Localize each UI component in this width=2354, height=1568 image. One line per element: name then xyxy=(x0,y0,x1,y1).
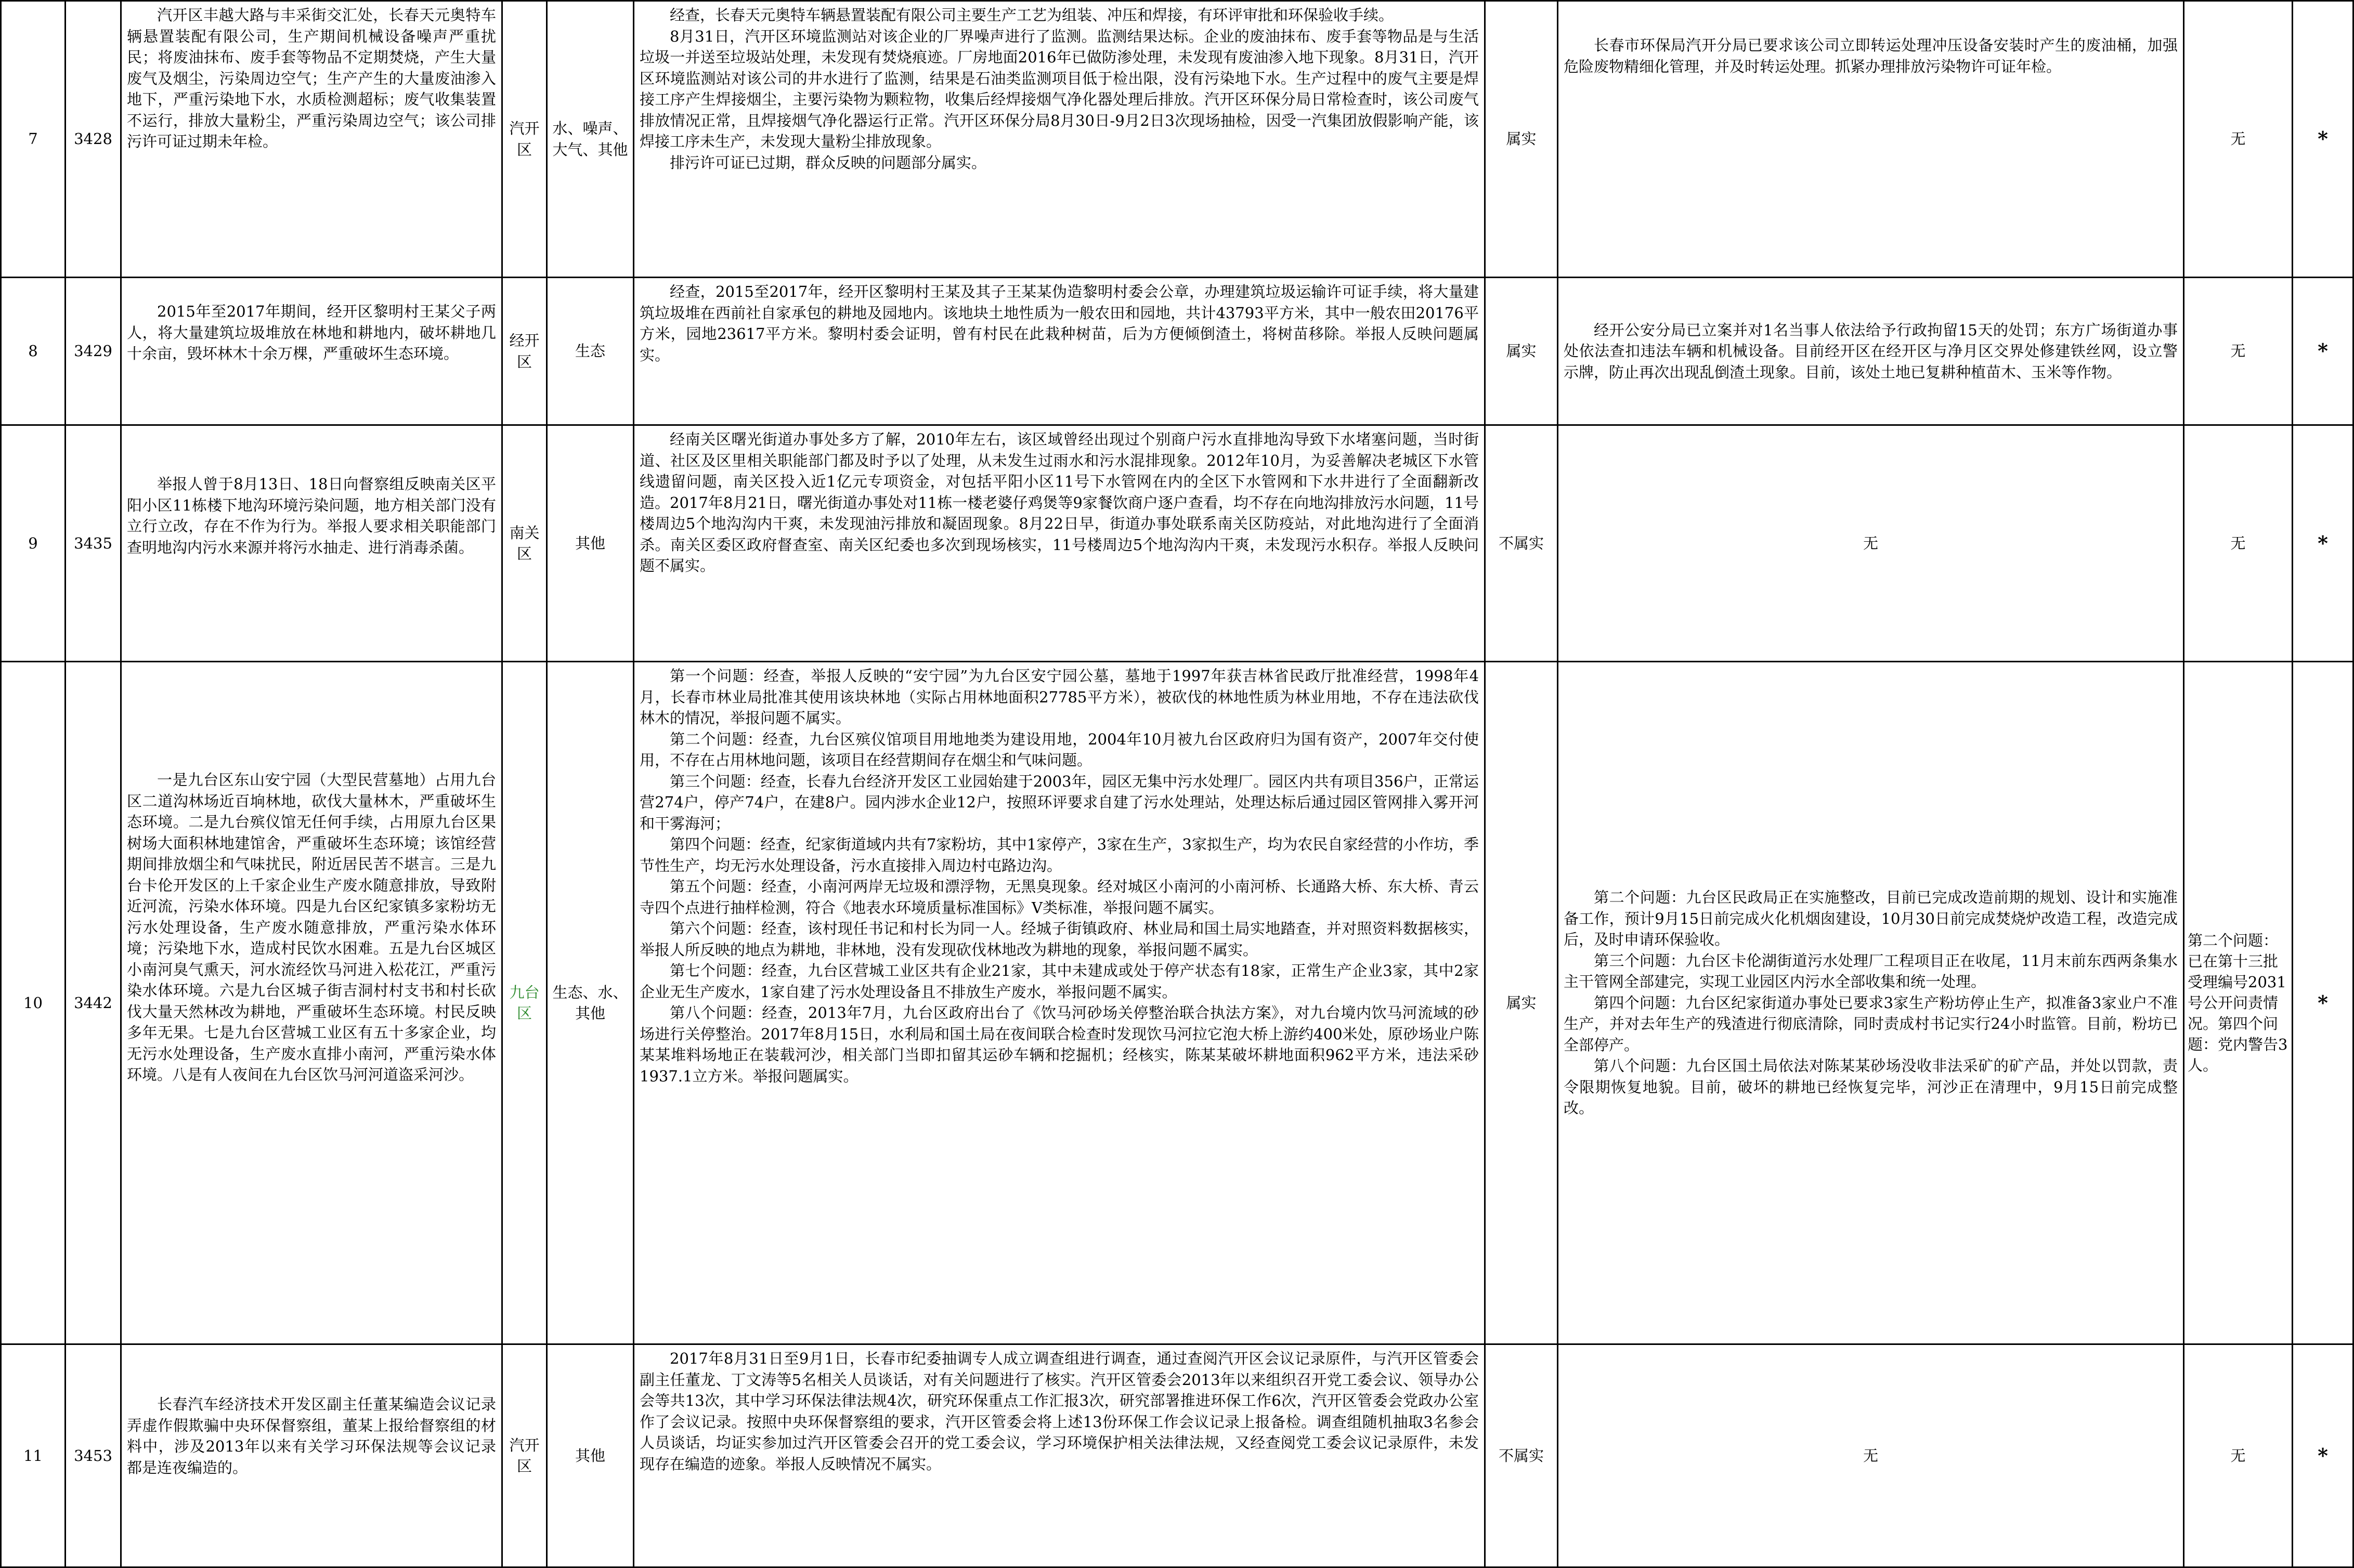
table-row xyxy=(1,425,2353,662)
findings-paragraph: 第七个问题：经查，九台区营城工业区共有企业21家，其中未建成或处于停产状态有18家，正常生产企业3家，其中2家企业无生产废水，1家自建了污水处理设备且不排放生产废水，举报问题不属实。 xyxy=(640,962,1479,1001)
findings-paragraph: 经查，2015至2017年，经开区黎明村王某及其子王某某伪造黎明村委会公章，办理建筑垃圾运输许可证手续，将大量建筑垃圾堆在西前社自家承包的耕地及园地内。该地块土地性质为一般农田和园地，共计43793平方米，其中一般农田20176平方米，园地23617平方米。黎明村委会证明，曾有村民在此栽种树苗，后为方便倾倒渣土，将树苗移除。举报人反映问题属实。 xyxy=(640,283,1479,364)
findings-paragraph: 第八个问题：经查，2013年7月，九台区政府出台了《饮马河砂场关停整治联合执法方案》，对九台境内饮马河流域的砂场进行关停整治。2017年8月15日，水利局和国土局在夜间联合检查时发现饮马河拉它泡大桥上游约400米处，原砂场业户陈某某堆料场地正在装载河沙，相关部门当即扣留其运砂车辆和挖掘机；经核实，陈某某破坏耕地面积962平方米，违法采砂1937.1立方米。举报问题属实。 xyxy=(640,1004,1479,1085)
pollution-type-cell: 生态 xyxy=(547,278,634,425)
verdict-cell: 不属实 xyxy=(1485,425,1558,662)
verdict-cell: 不属实 xyxy=(1485,1344,1558,1567)
row-number: 10 xyxy=(1,662,66,1344)
district-cell: 汽开区 xyxy=(502,1344,547,1567)
findings-paragraph: 第二个问题：经查，九台区殡仪馆项目用地地类为建设用地，2004年10月被九台区政府归为国有资产，2007年交付使用，不存在占用林地问题，该项目在经营期间存在烟尘和气味问题。 xyxy=(640,730,1479,769)
mark-cell: * xyxy=(2293,1,2353,278)
findings-cell xyxy=(634,278,1485,425)
findings-cell xyxy=(634,662,1485,1344)
pollution-type-cell: 水、噪声、大气、其他 xyxy=(547,1,634,278)
complaint-cell xyxy=(121,662,502,1344)
complaint-cell xyxy=(121,278,502,425)
pollution-type-cell: 其他 xyxy=(547,1344,634,1567)
mark-cell: * xyxy=(2293,1344,2353,1567)
findings-paragraph: 排污许可证已过期，群众反映的问题部分属实。 xyxy=(670,153,987,172)
district-cell: 汽开区 xyxy=(502,1,547,278)
accountability-cell: 无 xyxy=(2184,278,2293,425)
result-cell: 无 xyxy=(1558,425,2184,662)
verdict-cell: 属实 xyxy=(1485,1,1558,278)
mark-cell: * xyxy=(2293,425,2353,662)
result-paragraph: 第八个问题：九台区国土局依法对陈某某砂场没收非法采矿的矿产品，并处以罚款，责令限期恢复地貌。目前，破坏的耕地已经恢复完毕，河沙正在清理中，9月15日前完成整改。 xyxy=(1564,1057,2178,1117)
mark-cell: * xyxy=(2293,662,2353,1344)
case-id: 3429 xyxy=(66,278,121,425)
findings-paragraph: 第六个问题：经查，该村现任书记和村长为同一人。经城子街镇政府、林业局和国土局实地踏查，并对照资料数据核实，举报人所反映的地点为耕地，非林地，没有发现砍伐林地改为耕地的现象，举报问题不属实。 xyxy=(640,920,1479,959)
complaint-cell xyxy=(121,425,502,662)
verdict-cell: 属实 xyxy=(1485,278,1558,425)
findings-paragraph: 8月31日，汽开区环境监测站对该企业的厂界噪声进行了监测。监测结果达标。企业的废油抹布、废手套等物品是与生活垃圾一并送至垃圾站处理，未发现有焚烧痕迹。厂房地面2016年已做防渗处理，未发现有废油渗入地下现象。8月31日，汽开区环境监测站对该公司的井水进行了监测，结果是石油类监测项目低于检出限，没有污染地下水。生产过程中的废气主要是焊接工序产生焊接烟尘，主要污染物为颗粒物，收集后经焊接烟气净化器处理后排放。汽开区环保分局日常检查时，该公司废气排放情况正常，且焊接烟气净化器运行正常。汽开区环保分局8月30日-9月2日3次现场抽检，因受一汽集团放假影响产能，该焊接工序未生产，未发现大量粉尘排放现象。 xyxy=(640,27,1479,150)
accountability-cell: 无 xyxy=(2184,425,2293,662)
complaint-cell xyxy=(121,1344,502,1567)
row-number: 8 xyxy=(1,278,66,425)
findings-paragraph: 第四个问题：经查，纪家街道域内共有7家粉坊，其中1家停产，3家在生产，3家拟生产，均为农民自家经营的小作坊，季节性生产，均无污水处理设备，污水直接排入周边村屯路边沟。 xyxy=(640,835,1479,874)
verdict-cell: 属实 xyxy=(1485,662,1558,1344)
case-id: 3442 xyxy=(66,662,121,1344)
findings-paragraph: 2017年8月31日至9月1日，长春市纪委抽调专人成立调查组进行调查，通过查阅汽开区会议记录原件，与汽开区管委会副主任董龙、丁文涛等5名相关人员谈话，对有关问题进行了核实。汽开区管委会2013年以来组织召开党工委会议、领导办公会等共13次，其中学习环保法律法规4次，研究环保重点工作汇报3次，研究部署推进环保工作6次，汽开区管委会党政办公室作了会议记录。按照中央环保督察组的要求，汽开区管委会将上述13份环保工作会议记录上报备检。调查组随机抽取3名参会人员谈话，均证实参加过汽开区管委会召开的党工委会议，学习环境保护相关法律法规，又经查阅党工委会议记录原件，未发现存在编造的迹象。举报人反映情况不属实。 xyxy=(640,1350,1479,1473)
row-number: 11 xyxy=(1,1344,66,1567)
table-row xyxy=(1,662,2353,1344)
case-id: 3435 xyxy=(66,425,121,662)
complaint-text: 举报人曾于8月13日、18日向督察组反映南关区平阳小区11栋楼下地沟环境污染问题，地方相关部门没有立行立改，存在不作为行为。举报人要求相关职能部门查明地沟内污水来源并将污水抽走、进行消毒杀菌。 xyxy=(127,475,496,556)
result-cell xyxy=(1558,278,2184,425)
result-paragraph: 第三个问题：九台区卡伦湖街道污水处理厂工程项目正在收尾，11月末前东西两条集水主干管网全部建完，实现工业园区内污水全部收集和统一处理。 xyxy=(1564,951,2178,991)
table-row xyxy=(1,1,2353,278)
table-row xyxy=(1,1344,2353,1567)
pollution-type-cell: 生态、水、其他 xyxy=(547,662,634,1344)
findings-cell xyxy=(634,425,1485,662)
result-paragraph: 第二个问题：九台区民政局正在实施整改，目前已完成改造前期的规划、设计和实施准备工作，预计9月15日前完成火化机烟囱建设，10月30日前完成焚烧炉改造工程，改造完成后，及时申请环保验收。 xyxy=(1564,888,2178,949)
result-paragraph: 第四个问题：九台区纪家街道办事处已要求3家生产粉坊停止生产，拟准备3家业户不准生产，并对去年生产的残渣进行彻底清除，同时责成村书记实行24小时监管。目前，粉坊已全部停产。 xyxy=(1564,994,2178,1054)
findings-cell xyxy=(634,1344,1485,1567)
findings-paragraph: 第五个问题：经查，小南河两岸无垃圾和漂浮物，无黑臭现象。经对城区小南河的小南河桥、长通路大桥、东大桥、青云寺四个点进行抽样检测，符合《地表水环境质量标准国标》V类标准，举报问题不属实。 xyxy=(640,878,1479,917)
row-number: 7 xyxy=(1,1,66,278)
pollution-type-cell: 其他 xyxy=(547,425,634,662)
case-id: 3453 xyxy=(66,1344,121,1567)
complaint-text: 长春汽车经济技术开发区副主任董某编造会议记录弄虚作假欺骗中央环保督察组，董某上报给督察组的材料中，涉及2013年以来有关学习环保法规等会议记录都是连夜编造的。 xyxy=(127,1395,496,1476)
findings-paragraph: 第三个问题：经查，长春九台经济开发区工业园始建于2003年，园区无集中污水处理厂。园区内共有项目356户，正常运营274户，停产74户，在建8户。园内涉水企业12户，按照环评要求自建了污水处理站，处理达标后通过园区管网排入雾开河和干雾海河； xyxy=(640,772,1479,832)
district-cell: 九台区 xyxy=(502,662,547,1344)
row-number: 9 xyxy=(1,425,66,662)
findings-paragraph: 经南关区曙光街道办事处多方了解，2010年左右，该区域曾经出现过个别商户污水直排地沟导致下水堵塞问题，当时街道、社区及区里相关职能部门都及时予以了处理，从未发生过雨水和污水混排现象。2012年10月，为妥善解决老城区下水管线遗留问题，南关区投入近1亿元专项资金，对包括平阳小区11号下水管网在内的全区下水管网和下水井进行了全面翻新改造。2017年8月21日，曙光街道办事处对11栋一楼老婆仔鸡煲等9家餐饮商户逐户查看，均不存在向地沟排放污水问题，11号楼周边5个地沟沟内干爽，未发现油污排放和凝固现象。8月22日早，街道办事处联系南关区防疫站，对此地沟进行了全面消杀。南关区委区政府督查室、南关区纪委也多次到现场核实，11号楼周边5个地沟沟内干爽，未发现污水积存。举报人反映问题不属实。 xyxy=(640,430,1479,574)
complaint-cell xyxy=(121,1,502,278)
result-cell: 无 xyxy=(1558,1344,2184,1567)
district-cell: 南关区 xyxy=(502,425,547,662)
complaint-text: 2015年至2017年期间，经开区黎明村王某父子两人，将大量建筑垃圾堆放在林地和耕地内，破坏耕地几十余亩，毁坏林木十余万棵，严重破坏生态环境。 xyxy=(127,303,496,362)
result-paragraph: 经开公安分局已立案并对1名当事人依法给予行政拘留15天的处罚；东方广场街道办事处依法查扣违法车辆和机械设备。目前经开区在经开区与净月区交界处修建铁丝网，设立警示牌，防止再次出现乱倒渣土现象。目前，该处土地已复耕种植苗木、玉米等作物。 xyxy=(1564,321,2178,381)
accountability-cell: 第二个问题：已在第十三批受理编号2031号公开问责情况。第四个问题：党内警告3人。 xyxy=(2184,662,2293,1344)
findings-paragraph: 经查，长春天元奥特车辆悬置装配有限公司主要生产工艺为组装、冲压和焊接，有环评审批和环保验收手续。 xyxy=(670,6,1394,24)
case-id: 3428 xyxy=(66,1,121,278)
result-cell xyxy=(1558,662,2184,1344)
mark-cell: * xyxy=(2293,278,2353,425)
complaint-text: 一是九台区东山安宁园（大型民营墓地）占用九台区二道沟林场近百垧林地，砍伐大量林木，严重破坏生态环境。二是九台殡仪馆无任何手续，占用原九台区果树场大面积林地建馆舍，严重破坏生态环境；该馆经营期间排放烟尘和气味扰民，附近居民苦不堪言。三是九台卡伦开发区的上千家企业生产废水随意排放，导致附近河流，污染水体环境。四是九台区纪家镇多家粉坊无污水处理设备，生产废水随意排放，严重污染水体环境；污染地下水，造成村民饮水困难。五是九台区城区小南河臭气熏天，河水流经饮马河进入松花江，严重污染水体环境。六是九台区城子街吉洞村村支书和村长砍伐大量天然林改为耕地，严重破坏生态环境。村民反映多年无果。七是九台区营城工业区有五十多家企业，均无污水处理设备，生产废水直排小南河，严重污染水体环境。八是有人夜间在九台区饮马河河道盗采河沙。 xyxy=(127,771,496,1083)
result-cell xyxy=(1558,1,2184,278)
table-row xyxy=(1,278,2353,425)
result-paragraph: 长春市环保局汽开分局已要求该公司立即转运处理冲压设备安装时产生的废油桶，加强危险废物精细化管理，并及时转运处理。抓紧办理排放污染物许可证年检。 xyxy=(1564,36,2178,75)
complaint-text: 汽开区丰越大路与丰采街交汇处，长春天元奥特车辆悬置装配有限公司，生产期间机械设备噪声严重扰民；将废油抹布、废手套等物品不定期焚烧，产生大量废气及烟尘，污染周边空气；生产产生的大量废油渗入地下，严重污染地下水，水质检测超标；废气收集装置不运行，排放大量粉尘，严重污染周边空气；该公司排污许可证过期未年检。 xyxy=(127,6,496,150)
accountability-cell: 无 xyxy=(2184,1344,2293,1567)
findings-paragraph: 第一个问题：经查，举报人反映的“安宁园”为九台区安宁园公墓，墓地于1997年获吉林省民政厅批准经营，1998年4月，长春市林业局批准其使用该块林地（实际占用林地面积27785平方米），被砍伐的林地性质为林业用地，不存在违法砍伐林木的情况，举报问题不属实。 xyxy=(640,667,1479,727)
findings-cell xyxy=(634,1,1485,278)
accountability-cell: 无 xyxy=(2184,1,2293,278)
district-cell: 经开区 xyxy=(502,278,547,425)
